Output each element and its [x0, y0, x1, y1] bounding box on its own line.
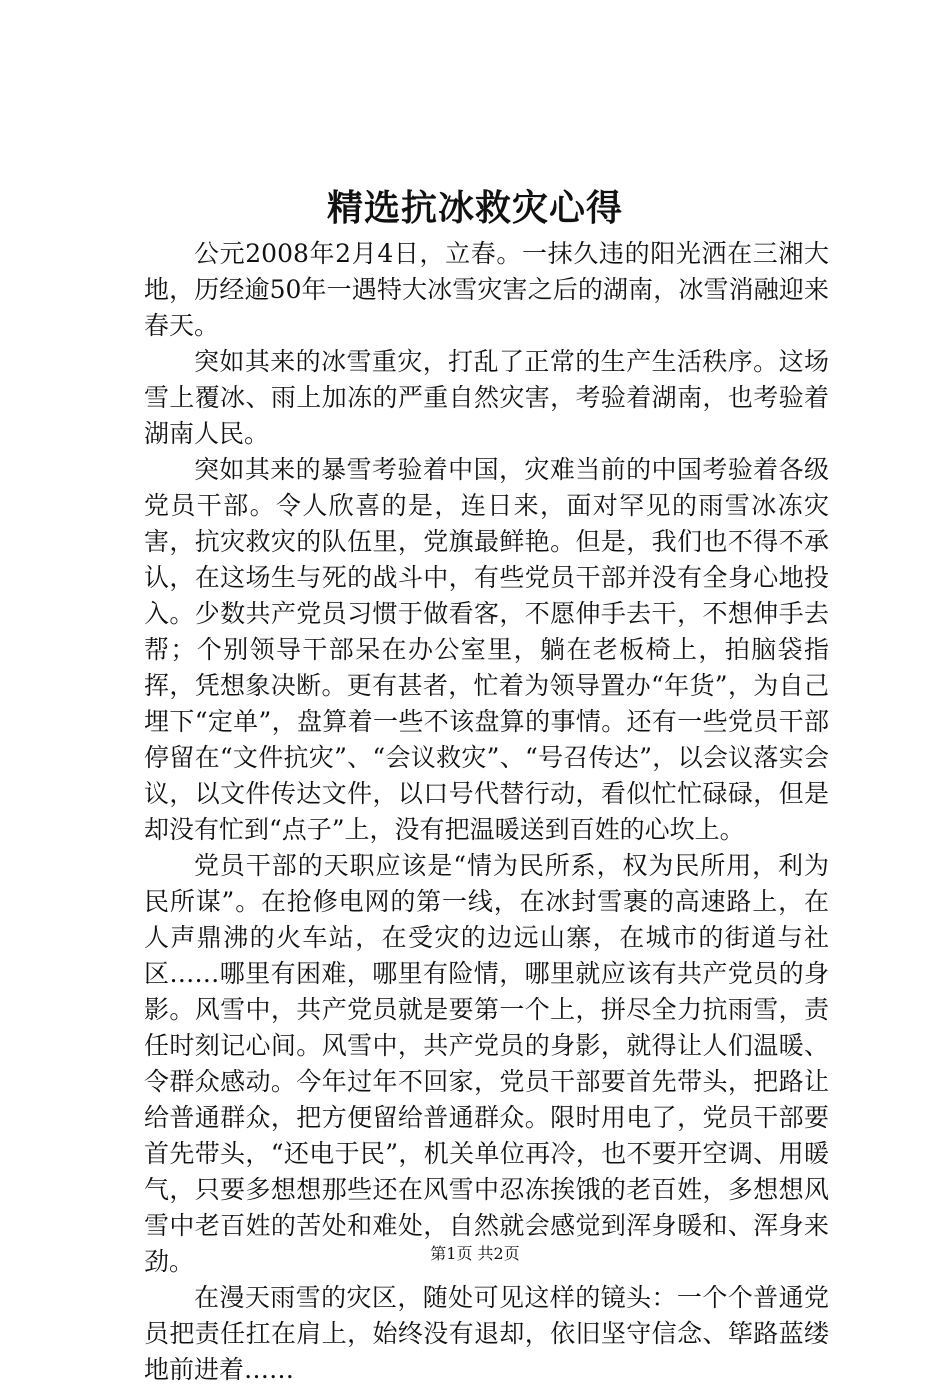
page-footer [0, 1243, 950, 1265]
document-body [144, 236, 829, 1388]
paragraph: 公元2008年2月4日，立春。一抹久违的阳光洒在三湘大地，历经逾50年一遇特大冰雪灾害之后的湖南，冰雪消融迎来春天。 [144, 239, 829, 340]
paragraph: 党员干部的天职应该是“情为民所系，权为民所用，利为民所谋”。在抢修电网的第一线，在冰封雪裹的高速路上，在人声鼎沸的火车站，在受灾的边远山寨，在城市的街道与社区……哪里有困难，哪里有险情，哪里就应该有共产党员的身影。风雪中，共产党员就是要第一个上，拼尽全力抗雨雪，责任时刻记心间。风雪中，共产党员的身影，就得让人们温暖、令群众感动。今年过年不回家，党员干部要首先带头，把路让给普通群众，把方便留给普通群众。限时用电了，党员干部要首先带头，“还电于民”，机关单位再冷，也不要开空调、用暖气，只要多想想那些还在风雪中忍冻挨饿的老百姓，多想想风雪中老百姓的苦处和难处，自然就会感觉到浑身暖和、浑身来劲。 [144, 851, 829, 1276]
paragraph: 在漫天雨雪的灾区，随处可见这样的镜头：一个个普通党员把责任扛在肩上，始终没有退却，依旧坚守信念、筚路蓝缕地前进着…… [144, 1283, 829, 1384]
page-indicator: 第1页 共2页 [430, 1244, 520, 1263]
paragraph: 突如其来的冰雪重灾，打乱了正常的生产生活秩序。这场雪上覆冰、雨上加冻的严重自然灾害，考验着湖南，也考验着湖南人民。 [144, 347, 829, 448]
document-title: 精选抗冰救灾心得 [326, 187, 623, 229]
paragraph: 突如其来的暴雪考验着中国，灾难当前的中国考验着各级党员干部。令人欣喜的是，连日来，面对罕见的雨雪冰冻灾害，抗灾救灾的队伍里，党旗最鲜艳。但是，我们也不得不承认，在这场生与死的战斗中，有些党员干部并没有全身心地投入。少数共产党员习惯于做看客，不愿伸手去干，不想伸手去帮；个别领导干部呆在办公室里，躺在老板椅上，拍脑袋指挥，凭想象决断。更有甚者，忙着为领导置办“年货”，为自己埋下“定单”，盘算着一些不该盘算的事情。还有一些党员干部停留在“文件抗灾”、“会议救灾”、“号召传达”，以会议落实会议，以文件传达文件，以口号代替行动，看似忙忙碌碌，但是却没有忙到“点子”上，没有把温暖送到百姓的心坎上。 [144, 455, 829, 844]
